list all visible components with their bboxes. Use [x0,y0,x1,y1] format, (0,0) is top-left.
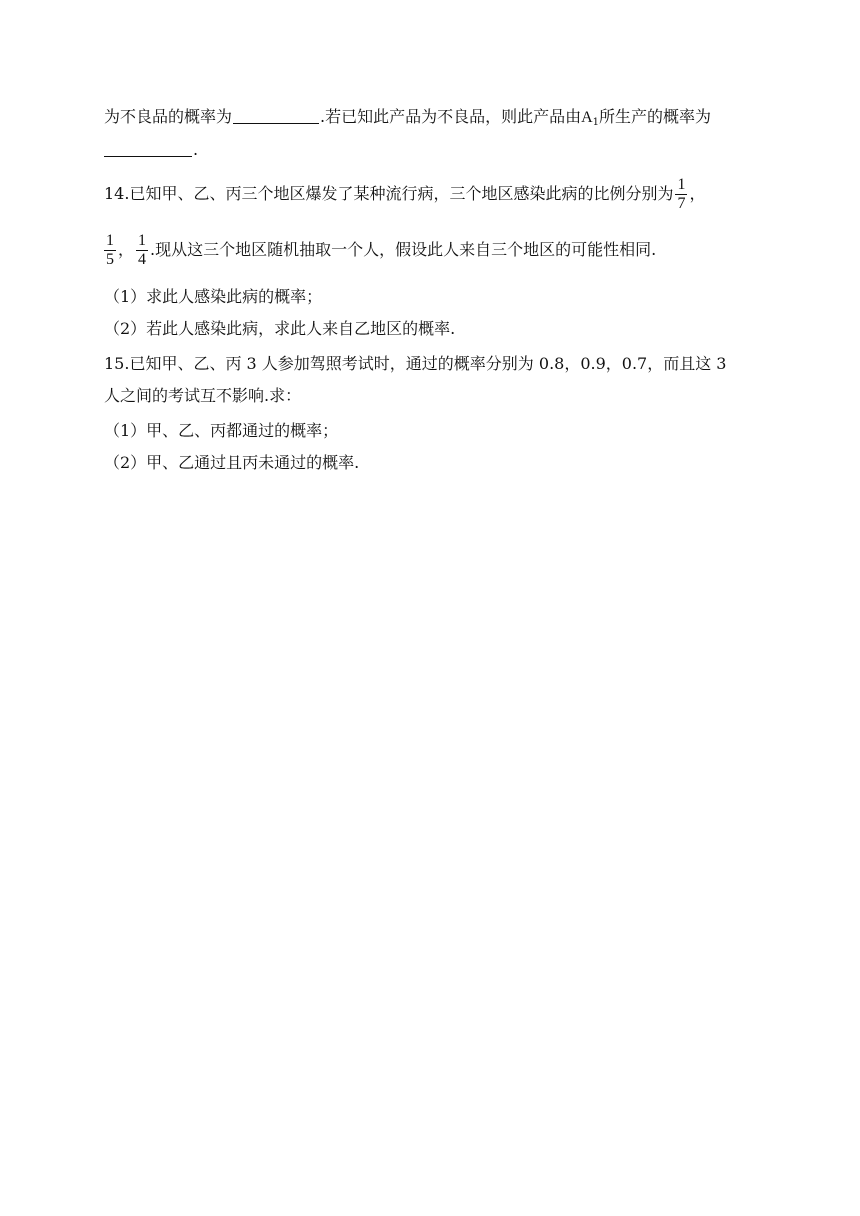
q14-l2-rest: .现从这三个地区随机抽取一个人，假设此人来自三个地区的可能性相同. [150,240,657,259]
q14-line-2 [104,230,656,270]
q13-line-2 [104,140,198,160]
q15-part-2: （2）甲、乙通过且丙未通过的概率. [104,453,360,472]
q13-text-a: 为不良品的概率为 [104,107,233,126]
q14-text-a: 14.已知甲、乙、丙三个地区爆发了某种流行病，三个地区感染此病的比例分别为 [104,184,674,203]
q15-part-1: （1）甲、乙、丙都通过的概率； [104,421,339,440]
q13-line-1 [104,107,711,133]
fraction-denominator: 4 [138,251,147,268]
q15-line-2: 人之间的考试互不影响.求： [104,386,302,405]
q14-line-1 [104,174,705,214]
fraction-1-4 [136,232,148,269]
q14-l1-end: ， [689,184,706,203]
q13-text-c: 所生产的概率为 [599,107,712,126]
q14-sep: ， [118,240,135,259]
answer-blank-1 [233,107,319,124]
answer-blank-2 [104,140,192,157]
q13-text-b: .若已知此产品为不良品，则此产品由 [320,107,582,126]
fraction-denominator: 5 [106,251,114,268]
fraction-numerator: 1 [138,232,147,249]
fraction-denominator: 7 [677,195,686,212]
q15-line-1: 15.已知甲、乙、丙 3 人参加驾照考试时，通过的概率分别为 0.8，0.9，0.7，而且这 3 [104,354,727,373]
fraction-1-7 [675,176,687,213]
fraction-1-5 [104,232,116,269]
q13-end: . [193,140,199,159]
fraction-numerator: 1 [106,232,114,249]
q14-part-1: （1）求此人感染此病的概率； [104,287,323,306]
q13-var: A [581,109,593,126]
fraction-numerator: 1 [677,176,686,193]
q14-part-2: （2）若此人感染此病，求此人来自乙地区的概率. [104,319,456,338]
q13-var-sub: 1 [592,117,600,128]
